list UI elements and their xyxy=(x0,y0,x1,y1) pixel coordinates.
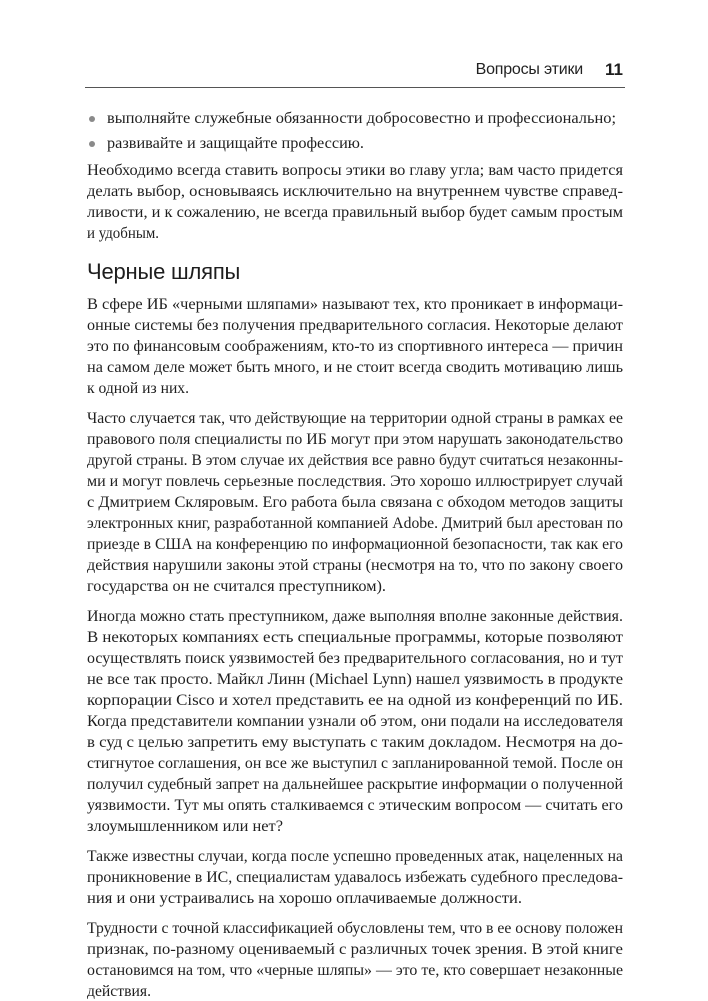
paragraph-line: не все так просто. Майкл Линн (Michael Lynn) нашел уязвимость в продукте xyxy=(87,671,623,688)
paragraph-line: остановимся на том, что «черные шляпы» — это те, кто совершает незаконные xyxy=(87,962,623,979)
paragraph-line: на самом деле может быть много, и не стоит всегда сводить мотивацию лишь xyxy=(87,359,623,376)
paragraph-line: действия нарушили законы этой страны (несмотря на то, что по закону своего xyxy=(87,557,623,574)
paragraph-line: действия. xyxy=(87,983,151,1000)
paragraph-line: уязвимости. Тут мы опять сталкиваемся с этическим вопросом — считать его xyxy=(87,797,623,814)
bullet-item: развивайте и защищайте профессию. xyxy=(107,135,364,152)
paragraph-line: ния и они устраивались на хорошо оплачиваемые должности. xyxy=(87,890,522,907)
paragraph-line: правового поля специалисты по ИБ могут при этом нарушать законодательство xyxy=(87,431,623,448)
intro-line: делать выбор, основываясь исключительно на внутреннем чувстве справед- xyxy=(87,183,623,200)
paragraph-line: получил судебный запрет на дальнейшее раскрытие информации о полученной xyxy=(87,776,623,793)
paragraph-line: Когда представители компании узнали об этом, они подали на исследователя xyxy=(87,713,623,730)
paragraph-line: Также известны случаи, когда после успешно проведенных атак, нацеленных на xyxy=(87,848,623,865)
paragraph-line: Часто случается так, что действующие на территории одной страны в рамках ее xyxy=(87,410,623,427)
paragraph-line: Трудности с точной классификацией обусловлены тем, что в ее основу положен xyxy=(87,920,623,937)
paragraph-line: государства он не считался преступником). xyxy=(87,578,386,595)
section-heading: Черные шляпы xyxy=(87,259,241,284)
paragraph-line: другой страны. В этом случае их действия все равно будут считаться незаконны- xyxy=(87,452,623,469)
paragraph-line: В некоторых компаниях есть специальные программы, которые позволяют xyxy=(87,629,623,646)
intro-line: ливости, и к сожалению, не всегда правильный выбор будет самым простым xyxy=(87,204,623,221)
intro-line: Необходимо всегда ставить вопросы этики во главу угла; вам часто придется xyxy=(87,162,623,179)
paragraph-line: к одной из них. xyxy=(87,380,189,397)
page-number: 11 xyxy=(605,60,623,79)
paragraph-line: приезде в США на конференцию по информационной безопасности, так как его xyxy=(87,536,623,553)
paragraph-line: злоумышленником или нет? xyxy=(87,818,283,835)
intro-line: и удобным. xyxy=(87,225,159,242)
bullet-item: выполняйте служебные обязанности добросовестно и профессионально; xyxy=(107,110,616,127)
paragraph-line: признак, по-разному оцениваемый с различных точек зрения. В этой книге xyxy=(87,941,623,958)
paragraph-line: проникновение в ИС, специалистам удавалось избежать судебного преследова- xyxy=(87,869,623,886)
running-header-title: Вопросы этики xyxy=(475,61,583,78)
paragraph-line: онные системы без получения предварительного согласия. Некоторые делают xyxy=(87,317,623,334)
paragraph-line: стигнутое соглашения, он все же выступил с запланированной темой. После он xyxy=(87,755,623,772)
paragraph-line: электронных книг, разработанной компанией Adobe. Дмитрий был арестован по xyxy=(87,515,623,532)
paragraph-line: Иногда можно стать преступником, даже выполняя вполне законные действия. xyxy=(87,608,623,625)
paragraph-line: В сфере ИБ «черными шляпами» называют тех, кто проникает в информаци- xyxy=(87,296,623,313)
paragraph-line: с Дмитрием Скляровым. Его работа была связана с обходом методов защиты xyxy=(87,494,623,511)
paragraph-line: корпорации Cisco и хотел представить ее на одной из конференций по ИБ. xyxy=(87,692,623,709)
running-header xyxy=(85,61,625,83)
paragraph-line: осуществлять поиск уязвимостей без предварительного согласования, но и тут xyxy=(87,650,623,667)
paragraph-line: ми и могут повлечь серьезные последствия. Это хорошо иллюстрирует случай xyxy=(87,473,623,490)
paragraph-line: в суд с целью запретить ему выступать с таким докладом. Несмотря на до- xyxy=(87,734,623,751)
paragraph-line: это по финансовым соображениям, кто-то из спортивного интереса — причин xyxy=(87,338,623,355)
bullet-marker xyxy=(89,116,95,122)
header-rule xyxy=(85,87,625,88)
bullet-marker xyxy=(89,141,95,147)
